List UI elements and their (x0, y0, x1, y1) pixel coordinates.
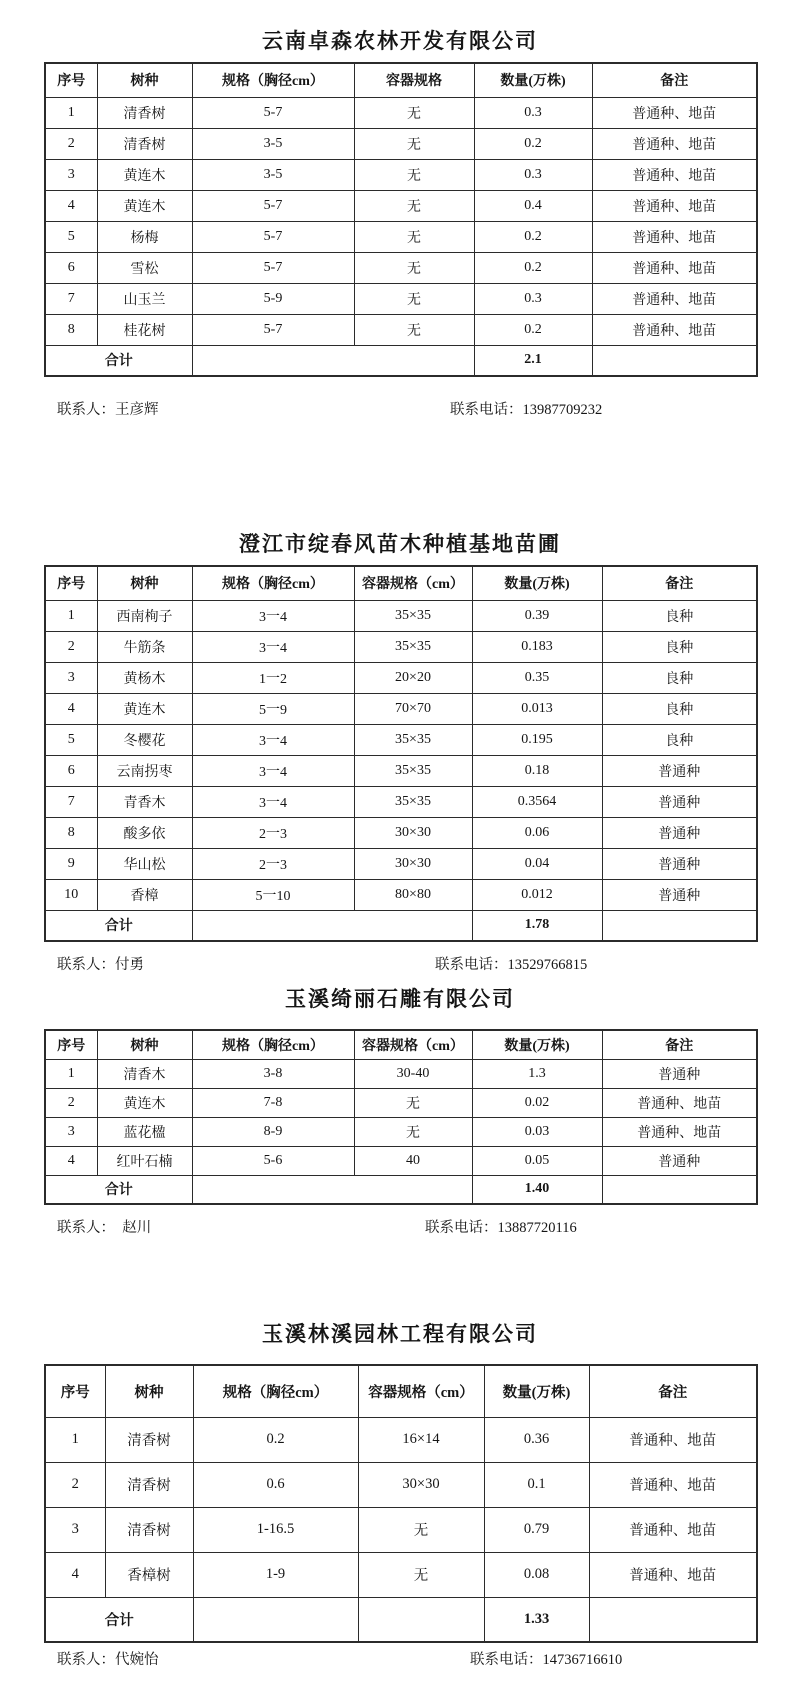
column-header-dbh-spec: 规格（胸径cm） (192, 63, 354, 97)
total-label: 合计 (45, 345, 192, 376)
column-header-no: 序号 (45, 566, 97, 600)
cell-container-spec: 35×35 (354, 724, 472, 755)
table-row (45, 631, 757, 662)
column-header-container-spec: 容器规格（cm） (354, 1030, 472, 1059)
cell-container-spec: 无 (354, 1117, 472, 1146)
section-company-2 (44, 531, 756, 976)
contact-phone (435, 954, 587, 976)
cell-species: 黄连木 (97, 190, 192, 221)
column-header-remark: 备注 (589, 1365, 757, 1417)
table-row (45, 159, 757, 190)
section-title: 玉溪林溪园林工程有限公司 (262, 1322, 538, 1346)
total-remark-cell (592, 345, 757, 376)
column-header-quantity: 数量(万株) (472, 566, 602, 600)
contact-phone-label: 联系电话： (450, 402, 523, 418)
cell-quantity: 0.2 (474, 128, 592, 159)
total-remark-cell (602, 910, 757, 941)
cell-container-spec: 无 (354, 314, 474, 345)
cell-species: 雪松 (97, 252, 192, 283)
contact-phone-number: 13987709232 (522, 402, 603, 418)
cell-remark: 普通种 (602, 786, 757, 817)
cell-no: 1 (45, 97, 97, 128)
section-company-4 (44, 1321, 756, 1671)
cell-container-spec: 35×35 (354, 786, 472, 817)
cell-quantity: 0.2 (474, 252, 592, 283)
header-row (45, 566, 757, 600)
section-company-1 (44, 28, 756, 421)
cell-species: 牛筋条 (97, 631, 192, 662)
cell-quantity: 0.02 (472, 1088, 602, 1117)
contact-person-name: 代婉怡 (115, 1652, 159, 1668)
cell-container-spec: 20×20 (354, 662, 472, 693)
cell-remark: 普通种、地苗 (589, 1417, 757, 1462)
total-value: 1.40 (472, 1175, 602, 1204)
cell-no: 8 (45, 314, 97, 345)
table-row (45, 1417, 757, 1462)
cell-remark: 普通种、地苗 (592, 314, 757, 345)
total-row (45, 910, 757, 941)
cell-quantity: 0.2 (474, 221, 592, 252)
cell-species: 香樟树 (105, 1552, 193, 1597)
cell-no: 3 (45, 1507, 105, 1552)
cell-no: 2 (45, 128, 97, 159)
cell-species: 黄连木 (97, 159, 192, 190)
contact-line (44, 1649, 756, 1671)
cell-container-spec: 无 (354, 252, 474, 283)
table-row (45, 252, 757, 283)
cell-quantity: 0.03 (472, 1117, 602, 1146)
table-row (45, 1146, 757, 1175)
contact-person-label: 联系人： (57, 1220, 115, 1236)
cell-remark: 普通种、地苗 (592, 252, 757, 283)
cell-no: 4 (45, 1552, 105, 1597)
column-header-container-spec: 容器规格（cm） (354, 566, 472, 600)
cell-species: 蓝花楹 (97, 1117, 192, 1146)
cell-dbh-spec: 5-7 (192, 97, 354, 128)
column-header-remark: 备注 (602, 566, 757, 600)
cell-dbh-spec: 5一10 (192, 879, 354, 910)
column-header-quantity: 数量(万株) (472, 1030, 602, 1059)
cell-remark: 普通种、地苗 (592, 159, 757, 190)
cell-no: 5 (45, 724, 97, 755)
cell-container-spec: 35×35 (354, 631, 472, 662)
cell-container-spec: 无 (354, 159, 474, 190)
cell-container-spec: 35×35 (354, 600, 472, 631)
contact-person (57, 954, 144, 976)
cell-quantity: 0.36 (484, 1417, 589, 1462)
cell-no: 10 (45, 879, 97, 910)
contact-line (44, 1217, 756, 1239)
cell-quantity: 0.08 (484, 1552, 589, 1597)
cell-remark: 普通种、地苗 (589, 1507, 757, 1552)
table-row (45, 662, 757, 693)
table-row (45, 724, 757, 755)
column-header-quantity: 数量(万株) (484, 1365, 589, 1417)
total-label: 合计 (45, 1597, 193, 1642)
contact-person-name: 付勇 (115, 957, 144, 973)
table-row (45, 600, 757, 631)
cell-container-spec: 16×14 (358, 1417, 484, 1462)
cell-quantity: 0.35 (472, 662, 602, 693)
cell-quantity: 0.06 (472, 817, 602, 848)
cell-container-spec: 30×30 (354, 817, 472, 848)
contact-person-label: 联系人： (57, 402, 115, 418)
cell-no: 2 (45, 631, 97, 662)
contact-phone-label: 联系电话： (425, 1220, 498, 1236)
cell-no: 7 (45, 786, 97, 817)
cell-dbh-spec: 5一9 (192, 693, 354, 724)
cell-remark: 普通种 (602, 848, 757, 879)
table-row (45, 1059, 757, 1088)
total-remark-cell (602, 1175, 757, 1204)
cell-remark: 普通种 (602, 879, 757, 910)
cell-species: 清香树 (105, 1462, 193, 1507)
cell-dbh-spec: 0.6 (193, 1462, 358, 1507)
cell-quantity: 0.195 (472, 724, 602, 755)
header-row (45, 1030, 757, 1059)
cell-quantity: 0.1 (484, 1462, 589, 1507)
cell-no: 4 (45, 190, 97, 221)
table-row (45, 1507, 757, 1552)
cell-container-spec: 30-40 (354, 1059, 472, 1088)
cell-remark: 普通种、地苗 (602, 1088, 757, 1117)
cell-no: 2 (45, 1088, 97, 1117)
table-row (45, 879, 757, 910)
total-empty-cell (358, 1597, 484, 1642)
section-title: 玉溪绮丽石雕有限公司 (285, 987, 515, 1011)
cell-dbh-spec: 8-9 (192, 1117, 354, 1146)
total-empty-cell (193, 1597, 358, 1642)
cell-species: 香樟 (97, 879, 192, 910)
cell-dbh-spec: 1一2 (192, 662, 354, 693)
cell-species: 黄连木 (97, 693, 192, 724)
cell-dbh-spec: 3-5 (192, 159, 354, 190)
contact-phone-number: 13529766815 (507, 957, 588, 973)
contact-phone-number: 13887720116 (497, 1220, 577, 1236)
header-row (45, 1365, 757, 1417)
column-header-quantity: 数量(万株) (474, 63, 592, 97)
cell-dbh-spec: 1-9 (193, 1552, 358, 1597)
cell-remark: 普通种 (602, 1059, 757, 1088)
cell-dbh-spec: 3一4 (192, 600, 354, 631)
total-empty-cell (192, 1175, 472, 1204)
table-row (45, 128, 757, 159)
cell-no: 7 (45, 283, 97, 314)
table-row (45, 786, 757, 817)
cell-remark: 普通种、地苗 (592, 97, 757, 128)
contact-phone (470, 1649, 622, 1671)
cell-container-spec: 30×30 (358, 1462, 484, 1507)
cell-container-spec: 70×70 (354, 693, 472, 724)
inventory-table (44, 1029, 758, 1205)
contact-person (57, 1217, 151, 1239)
column-header-dbh-spec: 规格（胸径cm） (193, 1365, 358, 1417)
contact-phone-label: 联系电话： (435, 957, 508, 973)
cell-quantity: 0.3 (474, 159, 592, 190)
cell-quantity: 0.04 (472, 848, 602, 879)
column-header-container-spec: 容器规格（cm） (358, 1365, 484, 1417)
column-header-species: 树种 (105, 1365, 193, 1417)
cell-container-spec: 35×35 (354, 755, 472, 786)
contact-phone-number: 14736716610 (542, 1652, 623, 1668)
cell-no: 9 (45, 848, 97, 879)
total-value: 2.1 (474, 345, 592, 376)
cell-dbh-spec: 7-8 (192, 1088, 354, 1117)
cell-remark: 普通种、地苗 (589, 1552, 757, 1597)
cell-dbh-spec: 5-9 (192, 283, 354, 314)
cell-remark: 良种 (602, 724, 757, 755)
cell-container-spec: 无 (358, 1552, 484, 1597)
table-row (45, 693, 757, 724)
contact-line (44, 954, 756, 976)
section-title: 澄江市绽春风苗木种植基地苗圃 (239, 532, 561, 556)
inventory-table (44, 1364, 758, 1643)
cell-species: 清香树 (105, 1417, 193, 1462)
cell-quantity: 0.05 (472, 1146, 602, 1175)
contact-person (57, 1649, 159, 1671)
cell-quantity: 1.3 (472, 1059, 602, 1088)
cell-quantity: 0.39 (472, 600, 602, 631)
cell-remark: 普通种、地苗 (592, 221, 757, 252)
cell-no: 4 (45, 1146, 97, 1175)
table-row (45, 1117, 757, 1146)
cell-species: 清香木 (97, 1059, 192, 1088)
total-label: 合计 (45, 910, 192, 941)
cell-remark: 普通种、地苗 (589, 1462, 757, 1507)
table-row (45, 283, 757, 314)
total-row (45, 1597, 757, 1642)
cell-container-spec: 80×80 (354, 879, 472, 910)
cell-remark: 普通种 (602, 1146, 757, 1175)
column-header-no: 序号 (45, 1365, 105, 1417)
cell-dbh-spec: 5-7 (192, 221, 354, 252)
cell-container-spec: 无 (354, 97, 474, 128)
cell-no: 1 (45, 1417, 105, 1462)
table-row (45, 817, 757, 848)
cell-dbh-spec: 5-7 (192, 190, 354, 221)
cell-container-spec: 无 (354, 221, 474, 252)
cell-dbh-spec: 3一4 (192, 724, 354, 755)
table-row (45, 755, 757, 786)
cell-no: 3 (45, 1117, 97, 1146)
contact-line (44, 399, 756, 421)
column-header-species: 树种 (97, 566, 192, 600)
total-empty-cell (192, 345, 474, 376)
total-label: 合计 (45, 1175, 192, 1204)
cell-species: 清香树 (97, 128, 192, 159)
cell-remark: 普通种 (602, 817, 757, 848)
cell-species: 黄杨木 (97, 662, 192, 693)
cell-dbh-spec: 5-7 (192, 252, 354, 283)
total-value: 1.33 (484, 1597, 589, 1642)
column-header-remark: 备注 (592, 63, 757, 97)
cell-species: 冬樱花 (97, 724, 192, 755)
total-row (45, 345, 757, 376)
contact-phone (450, 399, 602, 421)
inventory-table (44, 565, 758, 942)
table-row (45, 314, 757, 345)
table-row (45, 190, 757, 221)
cell-species: 青香木 (97, 786, 192, 817)
column-header-dbh-spec: 规格（胸径cm） (192, 566, 354, 600)
cell-species: 清香树 (105, 1507, 193, 1552)
cell-species: 黄连木 (97, 1088, 192, 1117)
column-header-remark: 备注 (602, 1030, 757, 1059)
cell-remark: 良种 (602, 693, 757, 724)
cell-remark: 普通种、地苗 (592, 190, 757, 221)
column-header-no: 序号 (45, 1030, 97, 1059)
cell-no: 1 (45, 1059, 97, 1088)
column-header-species: 树种 (97, 63, 192, 97)
cell-quantity: 0.012 (472, 879, 602, 910)
header-row (45, 63, 757, 97)
table-row (45, 221, 757, 252)
cell-remark: 普通种、地苗 (592, 283, 757, 314)
cell-species: 杨梅 (97, 221, 192, 252)
contact-phone-label: 联系电话： (470, 1652, 543, 1668)
cell-species: 云南拐枣 (97, 755, 192, 786)
cell-no: 5 (45, 221, 97, 252)
column-header-species: 树种 (97, 1030, 192, 1059)
cell-dbh-spec: 2一3 (192, 848, 354, 879)
total-row (45, 1175, 757, 1204)
cell-no: 1 (45, 600, 97, 631)
cell-quantity: 0.3564 (472, 786, 602, 817)
cell-dbh-spec: 3一4 (192, 755, 354, 786)
cell-container-spec: 无 (354, 128, 474, 159)
cell-remark: 良种 (602, 631, 757, 662)
table-row (45, 1462, 757, 1507)
cell-container-spec: 30×30 (354, 848, 472, 879)
cell-species: 清香树 (97, 97, 192, 128)
cell-no: 8 (45, 817, 97, 848)
table-row (45, 97, 757, 128)
cell-dbh-spec: 3-8 (192, 1059, 354, 1088)
cell-dbh-spec: 5-7 (192, 314, 354, 345)
cell-no: 4 (45, 693, 97, 724)
cell-species: 西南栒子 (97, 600, 192, 631)
cell-dbh-spec: 2一3 (192, 817, 354, 848)
contact-person-name: 王彦辉 (115, 402, 159, 418)
cell-quantity: 0.3 (474, 283, 592, 314)
contact-person-name: 赵川 (115, 1220, 152, 1236)
cell-quantity: 0.183 (472, 631, 602, 662)
cell-remark: 普通种 (602, 755, 757, 786)
cell-remark: 普通种、地苗 (602, 1117, 757, 1146)
cell-container-spec: 无 (358, 1507, 484, 1552)
contact-person (57, 399, 159, 421)
section-company-3 (44, 986, 756, 1239)
cell-container-spec: 无 (354, 1088, 472, 1117)
total-empty-cell (192, 910, 472, 941)
cell-no: 6 (45, 755, 97, 786)
contact-person-label: 联系人： (57, 957, 115, 973)
cell-quantity: 0.3 (474, 97, 592, 128)
contact-phone (425, 1217, 577, 1239)
cell-quantity: 0.013 (472, 693, 602, 724)
cell-remark: 良种 (602, 600, 757, 631)
cell-species: 桂花树 (97, 314, 192, 345)
cell-dbh-spec: 3一4 (192, 631, 354, 662)
cell-quantity: 0.79 (484, 1507, 589, 1552)
cell-quantity: 0.2 (474, 314, 592, 345)
cell-container-spec: 无 (354, 283, 474, 314)
cell-species: 酸多依 (97, 817, 192, 848)
cell-container-spec: 40 (354, 1146, 472, 1175)
section-title: 云南卓森农林开发有限公司 (262, 29, 538, 53)
cell-dbh-spec: 3-5 (192, 128, 354, 159)
cell-remark: 良种 (602, 662, 757, 693)
contact-person-label: 联系人： (57, 1652, 115, 1668)
cell-no: 3 (45, 159, 97, 190)
cell-dbh-spec: 0.2 (193, 1417, 358, 1462)
column-header-container-spec: 容器规格 (354, 63, 474, 97)
cell-no: 2 (45, 1462, 105, 1507)
table-row (45, 1088, 757, 1117)
inventory-table (44, 62, 758, 377)
cell-quantity: 0.18 (472, 755, 602, 786)
cell-no: 3 (45, 662, 97, 693)
cell-no: 6 (45, 252, 97, 283)
total-remark-cell (589, 1597, 757, 1642)
column-header-no: 序号 (45, 63, 97, 97)
cell-remark: 普通种、地苗 (592, 128, 757, 159)
cell-dbh-spec: 3一4 (192, 786, 354, 817)
cell-species: 华山松 (97, 848, 192, 879)
cell-container-spec: 无 (354, 190, 474, 221)
cell-dbh-spec: 1-16.5 (193, 1507, 358, 1552)
cell-species: 红叶石楠 (97, 1146, 192, 1175)
total-value: 1.78 (472, 910, 602, 941)
table-row (45, 848, 757, 879)
cell-species: 山玉兰 (97, 283, 192, 314)
cell-dbh-spec: 5-6 (192, 1146, 354, 1175)
cell-quantity: 0.4 (474, 190, 592, 221)
table-row (45, 1552, 757, 1597)
column-header-dbh-spec: 规格（胸径cm） (192, 1030, 354, 1059)
